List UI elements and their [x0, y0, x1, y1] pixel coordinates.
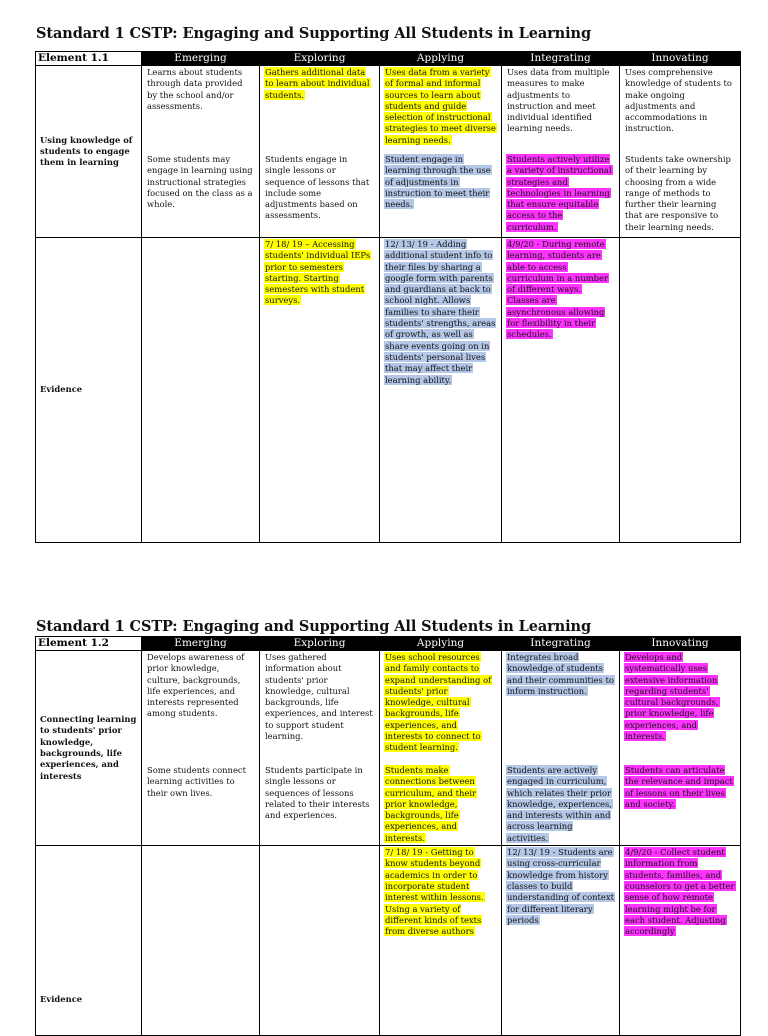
- column-header-emerging: Emerging: [142, 52, 260, 66]
- evidence-cell-emerging: [142, 238, 260, 543]
- evidence-text: 12/ 13/ 19 - Students are using cross-curricular knowledge from history classes to build understanding of context for different literary periods: [507, 847, 614, 925]
- evidence-text: 12/ 13/ 19 - Adding additional student info to their files by sharing a google form with parents and guardians at back to school night. Allows families to share their students' strengths, areas of growth, as well as share events going on in students' personal lives that may affect their learning ability.: [385, 239, 496, 385]
- descriptor-cell-emerging: [142, 66, 260, 238]
- descriptor-text: Uses data from a variety of formal and informal sources to learn about students and guide selection of instructional strategies to meet diverse learning needs.: [385, 67, 496, 145]
- evidence-text: 4/9/20 - Collect student information from students, families, and counselors to get a better sense of how remote learning might be for each student. Adjusting accordingly: [625, 847, 735, 937]
- evidence-cell-innovating: [620, 238, 741, 543]
- outcome-text: Students actively utilize a variety of instructional strategies and technologies in learning that ensure equitable access to the curriculum.: [507, 154, 612, 232]
- evidence-text: 7/ 18/ 19 - Getting to know students beyond academics in order to incorporate student interest within lessons. Using a variety of different kinds of texts from diverse authors: [385, 847, 484, 937]
- column-header-applying: Applying: [380, 637, 502, 651]
- column-header-emerging: Emerging: [142, 637, 260, 651]
- descriptor-text: Gathers additional data to learn about individual students.: [265, 67, 370, 100]
- evidence-text: 7/ 18/ 19 – Accessing students' individual IEPs prior to semesters starting. Starting semesters with student surveys.: [265, 239, 371, 306]
- element-label: Element 1.1: [36, 52, 142, 66]
- descriptor-cell-applying: [380, 66, 502, 238]
- column-header-innovating: Innovating: [620, 637, 741, 651]
- evidence-cell-exploring: [260, 238, 380, 543]
- column-header-innovating: Innovating: [620, 52, 741, 66]
- evidence-cell-integrating: [502, 846, 620, 1036]
- descriptor-cell-exploring: [260, 651, 380, 846]
- outcome-text: Some students connect learning activities to their own lives.: [147, 765, 246, 798]
- row-label: Using knowledge of students to engage them in learning: [36, 66, 142, 238]
- evidence-cell-emerging: [142, 846, 260, 1036]
- outcome-text: Student engage in learning through the use of adjustments in instruction to meet their needs.: [385, 154, 491, 210]
- outcome-text: Some students may engage in learning using instructional strategies focused on the class as a whole.: [147, 154, 253, 210]
- evidence-cell-exploring: [260, 846, 380, 1036]
- evidence-label: Evidence: [36, 846, 142, 1036]
- column-header-integrating: Integrating: [502, 52, 620, 66]
- outcome-text: Students can articulate the relevance and impact of lessons on their lives and society.: [625, 765, 733, 809]
- evidence-text: [146, 239, 148, 249]
- row-label: Connecting learning to students' prior knowledge, backgrounds, life experiences, and interests: [36, 651, 142, 846]
- rubric-table: [35, 636, 741, 1036]
- evidence-cell-applying: [380, 238, 502, 543]
- outcome-text: Students are actively engaged in curriculum, which relates their prior knowledge, experiences, and interests within and across learning activities.: [507, 765, 612, 843]
- evidence-cell-applying: [380, 846, 502, 1036]
- outcome-text: Students make connections between curriculum, and their prior knowledge, backgrounds, life experiences, and interests.: [385, 765, 477, 843]
- rubric-table: [35, 51, 741, 543]
- descriptor-cell-emerging: [142, 651, 260, 846]
- descriptor-cell-integrating: [502, 66, 620, 238]
- descriptor-text: Learns about students through data provided by the school and/or assessments.: [147, 67, 243, 111]
- evidence-row: [36, 238, 741, 543]
- evidence-cell-innovating: [620, 846, 741, 1036]
- evidence-text: [264, 847, 266, 857]
- descriptor-cell-integrating: [502, 651, 620, 846]
- standard-title: Standard 1 CSTP: Engaging and Supporting All Students in Learning: [36, 618, 591, 635]
- evidence-text: 4/9/20 - During remote learning, students are able to access curriculum in a number of different ways. Classes are asynchronous allowing for flexibility in their schedules.: [507, 239, 608, 340]
- evidence-text: [624, 239, 626, 249]
- descriptor-text: Develops and systematically uses extensive information regarding students' cultural backgrounds, prior knowledge, life experiences, and interests.: [625, 652, 719, 742]
- column-header-applying: Applying: [380, 52, 502, 66]
- outcome-text: Students participate in single lessons or sequences of lessons related to their interests and experiences.: [265, 765, 370, 821]
- column-header-exploring: Exploring: [260, 637, 380, 651]
- column-header-exploring: Exploring: [260, 52, 380, 66]
- evidence-label: Evidence: [36, 238, 142, 543]
- outcome-text: Students take ownership of their learning by choosing from a wide range of methods to further their learning that are responsive to their learning needs.: [625, 154, 731, 232]
- descriptor-text: Uses comprehensive knowledge of students to make ongoing adjustments and accommodations in instruction.: [625, 67, 732, 134]
- descriptor-text: Uses data from multiple measures to make adjustments to instruction and meet individual identified learning needs.: [507, 67, 610, 134]
- evidence-text: [146, 847, 148, 857]
- descriptor-cell-applying: [380, 651, 502, 846]
- descriptor-row: [36, 651, 741, 846]
- standard-title: Standard 1 CSTP: Engaging and Supporting All Students in Learning: [36, 25, 591, 42]
- descriptor-cell-innovating: [620, 66, 741, 238]
- element-label: Element 1.2: [36, 637, 142, 651]
- descriptor-cell-innovating: [620, 651, 741, 846]
- column-header-integrating: Integrating: [502, 637, 620, 651]
- evidence-cell-integrating: [502, 238, 620, 543]
- evidence-row: [36, 846, 741, 1036]
- descriptor-cell-exploring: [260, 66, 380, 238]
- outcome-text: Students engage in single lessons or sequence of lessons that include some adjustments based on assessments.: [265, 154, 370, 221]
- descriptor-text: Uses gathered information about students' prior knowledge, cultural backgrounds, life experiences, and interest to support student learning.: [265, 652, 373, 742]
- descriptor-text: Develops awareness of prior knowledge, culture, backgrounds, life experiences, and interests represented among students.: [147, 652, 245, 719]
- descriptor-text: Integrates broad knowledge of students and their communities to inform instruction.: [507, 652, 614, 696]
- descriptor-text: Uses school resources and family contacts to expand understanding of students' prior knowledge, cultural backgrounds, life experiences, and interests to connect to student learning.: [385, 652, 492, 753]
- descriptor-row: [36, 66, 741, 238]
